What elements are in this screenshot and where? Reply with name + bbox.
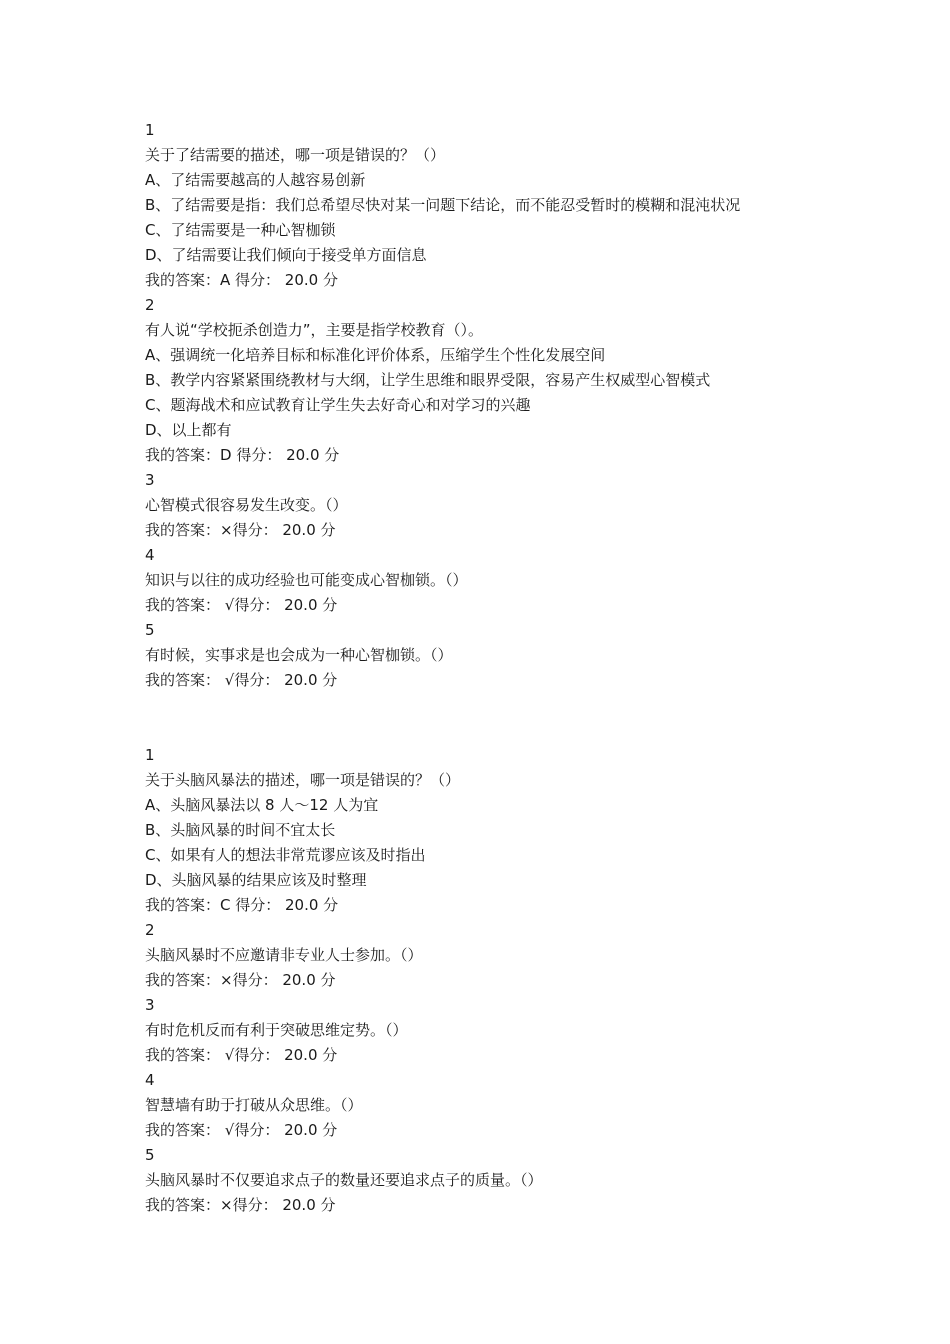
question-number: 1 [145, 121, 155, 139]
question-text: 有时候，实事求是也会成为一种心智枷锁。（） [145, 646, 453, 664]
question-text: 关于了结需要的描述，哪一项是错误的？（） [145, 146, 446, 164]
answer-score: 我的答案：C 得分： 20.0 分 [145, 896, 339, 914]
question-text: 知识与以往的成功经验也可能变成心智枷锁。（） [145, 571, 468, 589]
question-text: 关于头脑风暴法的描述，哪一项是错误的？（） [145, 771, 461, 789]
question-number: 1 [145, 746, 155, 764]
question-text: 头脑风暴时不应邀请非专业人士参加。（） [145, 946, 423, 964]
question-number: 2 [145, 296, 155, 314]
answer-score: 我的答案：×得分： 20.0 分 [145, 1196, 336, 1214]
option-d: D、以上都有 [145, 421, 232, 439]
question-number: 5 [145, 621, 155, 639]
answer-score: 我的答案：D 得分： 20.0 分 [145, 446, 340, 464]
option-b: B、了结需要是指：我们总希望尽快对某一问题下结论，而不能忍受暂时的模糊和混沌状况 [145, 196, 741, 214]
answer-score: 我的答案：A 得分： 20.0 分 [145, 271, 338, 289]
question-number: 5 [145, 1146, 155, 1164]
option-c: C、如果有人的想法非常荒谬应该及时指出 [145, 846, 426, 864]
option-b: B、教学内容紧紧围绕教材与大纲，让学生思维和眼界受限，容易产生权威型心智模式 [145, 371, 711, 389]
question-number: 3 [145, 471, 155, 489]
answer-score: 我的答案：×得分： 20.0 分 [145, 971, 336, 989]
section-spacer [145, 693, 925, 743]
answer-score: 我的答案：×得分： 20.0 分 [145, 521, 336, 539]
question-number: 2 [145, 921, 155, 939]
option-a: A、强调统一化培养目标和标准化评价体系，压缩学生个性化发展空间 [145, 346, 606, 364]
option-d: D、了结需要让我们倾向于接受单方面信息 [145, 246, 427, 264]
option-a: A、了结需要越高的人越容易创新 [145, 171, 366, 189]
answer-score: 我的答案： √得分： 20.0 分 [145, 596, 338, 614]
document-page [145, 118, 925, 1218]
question-text: 头脑风暴时不仅要追求点子的数量还要追求点子的质量。（） [145, 1171, 543, 1189]
option-d: D、头脑风暴的结果应该及时整理 [145, 871, 367, 889]
question-text: 有时危机反而有利于突破思维定势。（） [145, 1021, 408, 1039]
question-number: 4 [145, 1071, 155, 1089]
quiz-section-2 [145, 743, 925, 1218]
question-number: 4 [145, 546, 155, 564]
answer-score: 我的答案： √得分： 20.0 分 [145, 1046, 338, 1064]
question-text: 有人说“学校扼杀创造力”，主要是指学校教育（）。 [145, 321, 484, 339]
option-a: A、头脑风暴法以 8 人～12 人为宜 [145, 796, 379, 814]
question-number: 3 [145, 996, 155, 1014]
answer-score: 我的答案： √得分： 20.0 分 [145, 1121, 338, 1139]
option-c: C、题海战术和应试教育让学生失去好奇心和对学习的兴趣 [145, 396, 531, 414]
quiz-section-1 [145, 118, 925, 693]
option-c: C、了结需要是一种心智枷锁 [145, 221, 336, 239]
question-text: 智慧墙有助于打破从众思维。（） [145, 1096, 363, 1114]
answer-score: 我的答案： √得分： 20.0 分 [145, 671, 338, 689]
question-text: 心智模式很容易发生改变。（） [145, 496, 348, 514]
option-b: B、头脑风暴的时间不宜太长 [145, 821, 336, 839]
